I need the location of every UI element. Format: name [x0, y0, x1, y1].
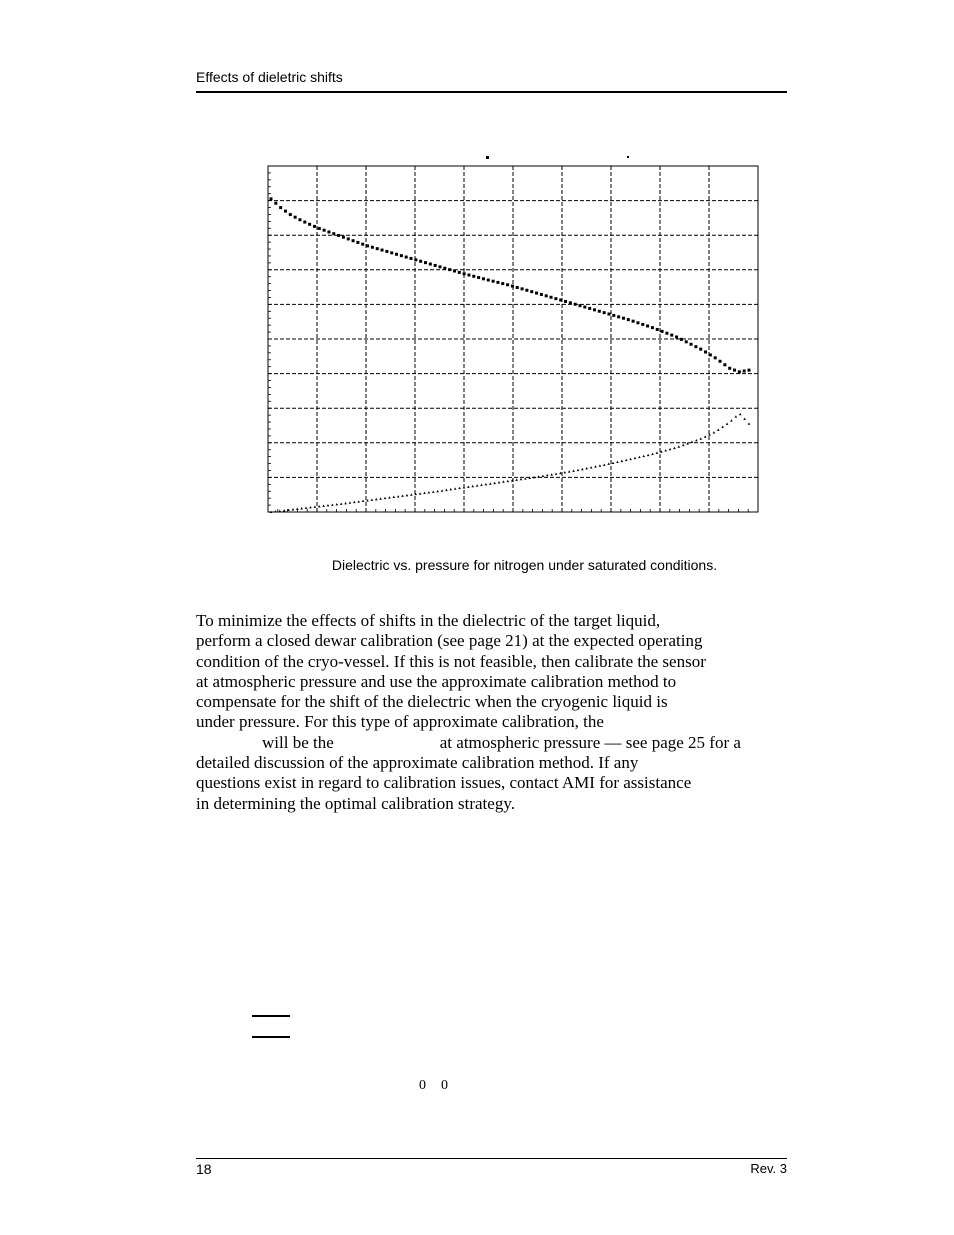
data-point-square — [366, 244, 369, 247]
dielectric-chart — [250, 145, 780, 530]
data-point-triangle — [314, 506, 317, 508]
data-point-triangle — [392, 496, 395, 498]
data-point-square — [318, 227, 321, 230]
data-point-square — [574, 303, 577, 306]
data-point-triangle — [353, 501, 356, 503]
data-point-square — [289, 213, 292, 216]
data-point-triangle — [349, 501, 352, 503]
data-point-triangle — [713, 431, 716, 433]
data-point-square — [632, 320, 635, 323]
body-line: questions exist in regard to calibration issues, contact AMI for assistance — [196, 773, 692, 793]
data-point-triangle — [537, 475, 540, 477]
data-point-square — [385, 250, 388, 253]
data-point-square — [545, 294, 548, 297]
data-point-triangle — [406, 494, 409, 496]
stray-numbers — [419, 1078, 463, 1094]
data-point-triangle — [480, 484, 483, 486]
data-point-triangle — [695, 439, 698, 441]
data-point-triangle — [634, 457, 637, 459]
data-point-triangle — [309, 506, 312, 508]
data-point-square — [410, 257, 413, 260]
data-point-triangle — [651, 453, 654, 455]
data-point-triangle — [730, 419, 733, 421]
data-point-triangle — [335, 503, 338, 505]
data-point-triangle — [669, 448, 672, 450]
data-point-triangle — [489, 482, 492, 484]
data-point-triangle — [388, 496, 391, 498]
data-point-square — [347, 237, 350, 240]
data-point-triangle — [550, 473, 553, 475]
stray-number: 0 — [419, 1078, 426, 1093]
data-point-square — [646, 324, 649, 327]
data-point-square — [738, 370, 741, 373]
body-line: detailed discussion of the approximate calibration method. If any — [196, 753, 639, 773]
data-point-triangle — [410, 493, 413, 495]
data-point-triangle — [493, 482, 496, 484]
data-point-square — [651, 326, 654, 329]
figure-caption: Dielectric vs. pressure for nitrogen under saturated conditions. — [331, 557, 718, 573]
body-line: condition of the cryo-vessel. If this is not feasible, then calibrate the sensor — [196, 651, 706, 671]
data-point-square — [598, 310, 601, 313]
data-point-square — [661, 330, 664, 333]
data-point-triangle — [467, 485, 470, 487]
body-line: compensate for the shift of the dielectric when the cryogenic liquid is — [196, 692, 668, 712]
data-point-triangle — [621, 460, 624, 462]
data-point-triangle — [577, 469, 580, 471]
data-point-triangle — [612, 462, 615, 464]
data-point-square — [270, 197, 273, 200]
data-point-square — [530, 290, 533, 293]
data-point-square — [279, 206, 282, 209]
data-point-square — [472, 275, 475, 278]
data-point-square — [467, 274, 470, 277]
data-point-triangle — [616, 461, 619, 463]
data-point-square — [699, 348, 702, 351]
data-point-triangle — [735, 415, 738, 417]
data-point-triangle — [454, 487, 457, 489]
data-point-triangle — [748, 422, 751, 424]
data-point-square — [477, 276, 480, 279]
data-point-triangle — [436, 490, 439, 492]
data-point-square — [607, 313, 610, 316]
data-point-square — [550, 296, 553, 299]
data-point-triangle — [704, 435, 707, 437]
data-point-square — [352, 239, 355, 242]
data-point-triangle — [471, 485, 474, 487]
data-point-triangle — [585, 467, 588, 469]
data-point-triangle — [458, 487, 461, 489]
data-point-square — [463, 272, 466, 275]
data-point-square — [323, 229, 326, 232]
data-point-square — [603, 311, 606, 314]
data-point-square — [390, 251, 393, 254]
data-point-triangle — [691, 441, 694, 443]
data-point-square — [521, 287, 524, 290]
data-point-triangle — [384, 497, 387, 499]
data-point-triangle — [340, 502, 343, 504]
data-point-triangle — [423, 492, 426, 494]
body-paragraph — [196, 611, 796, 814]
data-point-square — [588, 307, 591, 310]
data-point-triangle — [664, 449, 667, 451]
data-point-triangle — [507, 480, 510, 482]
data-point-square — [723, 363, 726, 366]
legend-marker-1 — [486, 156, 489, 159]
data-point-square — [419, 260, 422, 263]
short-rule — [252, 1015, 290, 1017]
data-point-triangle — [594, 465, 597, 467]
data-point-triangle — [362, 500, 365, 502]
data-point-triangle — [397, 495, 400, 497]
data-point-square — [429, 263, 432, 266]
data-point-square — [622, 317, 625, 320]
data-point-square — [569, 301, 572, 304]
data-point-square — [680, 338, 683, 341]
data-point-triangle — [292, 508, 295, 510]
stray-number: 0 — [441, 1078, 448, 1093]
data-point-triangle — [520, 478, 523, 480]
data-point-square — [482, 277, 485, 280]
data-point-square — [511, 285, 514, 288]
data-point-square — [434, 264, 437, 267]
data-point-square — [448, 268, 451, 271]
data-point-triangle — [344, 502, 347, 504]
data-point-square — [748, 369, 751, 372]
page-number: 18 — [196, 1161, 212, 1177]
data-point-square — [704, 351, 707, 354]
data-point-square — [743, 370, 746, 373]
data-point-square — [670, 334, 673, 337]
data-point-triangle — [629, 458, 632, 460]
data-point-square — [342, 236, 345, 239]
data-point-square — [728, 367, 731, 370]
body-line: To minimize the effects of shifts in the dielectric of the target liquid, — [196, 611, 661, 630]
data-point-triangle — [428, 491, 431, 493]
data-point-square — [356, 241, 359, 244]
data-point-triangle — [717, 428, 720, 430]
data-point-square — [641, 323, 644, 326]
data-point-triangle — [682, 444, 685, 446]
data-point-triangle — [555, 472, 558, 474]
body-fragment: will be the — [262, 732, 334, 752]
data-point-triangle — [401, 494, 404, 496]
data-point-triangle — [546, 474, 549, 476]
header-title: Effects of dieletric shifts — [196, 69, 343, 85]
data-point-square — [675, 335, 678, 338]
data-point-square — [294, 216, 297, 219]
data-point-triangle — [449, 488, 452, 490]
data-point-square — [496, 281, 499, 284]
data-point-triangle — [322, 505, 325, 507]
data-point-triangle — [568, 470, 571, 472]
data-point-triangle — [603, 463, 606, 465]
data-point-triangle — [476, 484, 479, 486]
data-point-triangle — [642, 455, 645, 457]
data-point-square — [559, 299, 562, 302]
data-point-triangle — [625, 459, 628, 461]
series-upper-points — [270, 197, 751, 373]
data-point-square — [694, 345, 697, 348]
data-point-square — [564, 300, 567, 303]
data-point-triangle — [357, 500, 360, 502]
data-point-triangle — [673, 447, 676, 449]
data-point-triangle — [296, 508, 299, 510]
data-point-square — [424, 261, 427, 264]
data-point-square — [400, 254, 403, 257]
data-point-square — [443, 267, 446, 270]
data-point-square — [453, 270, 456, 273]
body-line: under pressure. For this type of approximate calibration, the — [196, 712, 604, 732]
data-point-square — [617, 315, 620, 318]
data-point-triangle — [564, 471, 567, 473]
data-point-triangle — [699, 437, 702, 439]
data-point-triangle — [432, 490, 435, 492]
data-point-square — [327, 230, 330, 233]
data-point-square — [308, 223, 311, 226]
data-point-triangle — [590, 466, 593, 468]
header-rule — [196, 91, 787, 93]
data-point-square — [274, 202, 277, 205]
data-point-triangle — [305, 507, 308, 509]
data-point-square — [298, 218, 301, 221]
body-line: at atmospheric pressure and use the approximate calibration method to — [196, 671, 677, 691]
short-rule — [252, 1036, 290, 1038]
data-point-square — [313, 225, 316, 228]
page-header — [196, 69, 787, 85]
data-point-square — [709, 353, 712, 356]
data-point-square — [376, 247, 379, 250]
data-point-triangle — [485, 483, 488, 485]
data-point-square — [525, 289, 528, 292]
data-point-square — [719, 360, 722, 363]
data-point-triangle — [274, 510, 277, 512]
footer-rule — [196, 1158, 787, 1159]
data-point-triangle — [331, 503, 334, 505]
data-point-square — [381, 249, 384, 252]
data-point-square — [438, 265, 441, 268]
data-point-square — [636, 321, 639, 324]
data-point-square — [487, 279, 490, 282]
data-point-triangle — [726, 423, 729, 425]
data-point-triangle — [445, 489, 448, 491]
data-point-square — [492, 280, 495, 283]
data-point-triangle — [379, 497, 382, 499]
data-point-triangle — [366, 499, 369, 501]
data-point-triangle — [656, 452, 659, 454]
data-point-square — [612, 314, 615, 317]
data-point-square — [579, 304, 582, 307]
data-point-square — [627, 318, 630, 321]
data-point-triangle — [638, 456, 641, 458]
data-point-triangle — [498, 481, 501, 483]
data-point-triangle — [743, 418, 746, 420]
data-point-triangle — [647, 454, 650, 456]
data-point-triangle — [375, 498, 378, 500]
data-point-square — [371, 246, 374, 249]
body-line: in determining the optimal calibration strategy. — [196, 793, 515, 813]
data-point-square — [540, 293, 543, 296]
data-point-square — [516, 286, 519, 289]
data-point-square — [284, 210, 287, 213]
data-point-square — [332, 232, 335, 235]
data-point-square — [535, 292, 538, 295]
data-point-square — [714, 356, 717, 359]
data-point-triangle — [278, 510, 281, 512]
data-point-square — [414, 258, 417, 261]
data-point-square — [685, 340, 688, 343]
data-point-triangle — [559, 472, 562, 474]
data-point-triangle — [463, 486, 466, 488]
revision-label: Rev. 3 — [750, 1161, 787, 1176]
data-point-square — [458, 271, 461, 274]
data-point-triangle — [318, 505, 321, 507]
data-point-square — [656, 328, 659, 331]
data-point-triangle — [515, 479, 518, 481]
data-point-square — [337, 234, 340, 237]
data-point-triangle — [300, 507, 303, 509]
data-point-square — [593, 308, 596, 311]
body-line — [196, 733, 796, 753]
data-point-square — [501, 282, 504, 285]
data-point-triangle — [739, 413, 742, 415]
series-lower-points — [270, 413, 751, 513]
data-point-square — [405, 256, 408, 259]
data-point-triangle — [572, 469, 575, 471]
data-point-square — [506, 283, 509, 286]
body-fragment: at atmospheric pressure — see page 25 for a — [439, 732, 741, 752]
data-point-triangle — [283, 509, 286, 511]
data-point-square — [583, 306, 586, 309]
chart-grid — [268, 166, 758, 512]
data-point-triangle — [419, 492, 422, 494]
data-point-triangle — [581, 468, 584, 470]
data-point-square — [733, 369, 736, 372]
data-point-triangle — [502, 480, 505, 482]
data-point-triangle — [599, 464, 602, 466]
data-point-triangle — [721, 425, 724, 427]
data-point-triangle — [371, 498, 374, 500]
data-point-triangle — [607, 463, 610, 465]
data-point-square — [361, 243, 364, 246]
legend-marker-2 — [627, 156, 629, 158]
body-line: perform a closed dewar calibration (see page 21) at the expected operating — [196, 631, 703, 651]
data-point-triangle — [327, 504, 330, 506]
data-point-square — [690, 343, 693, 346]
data-point-triangle — [678, 445, 681, 447]
data-point-triangle — [542, 475, 545, 477]
data-point-triangle — [441, 489, 444, 491]
data-point-square — [665, 332, 668, 335]
data-point-square — [303, 221, 306, 224]
data-point-square — [554, 297, 557, 300]
data-point-square — [395, 253, 398, 256]
